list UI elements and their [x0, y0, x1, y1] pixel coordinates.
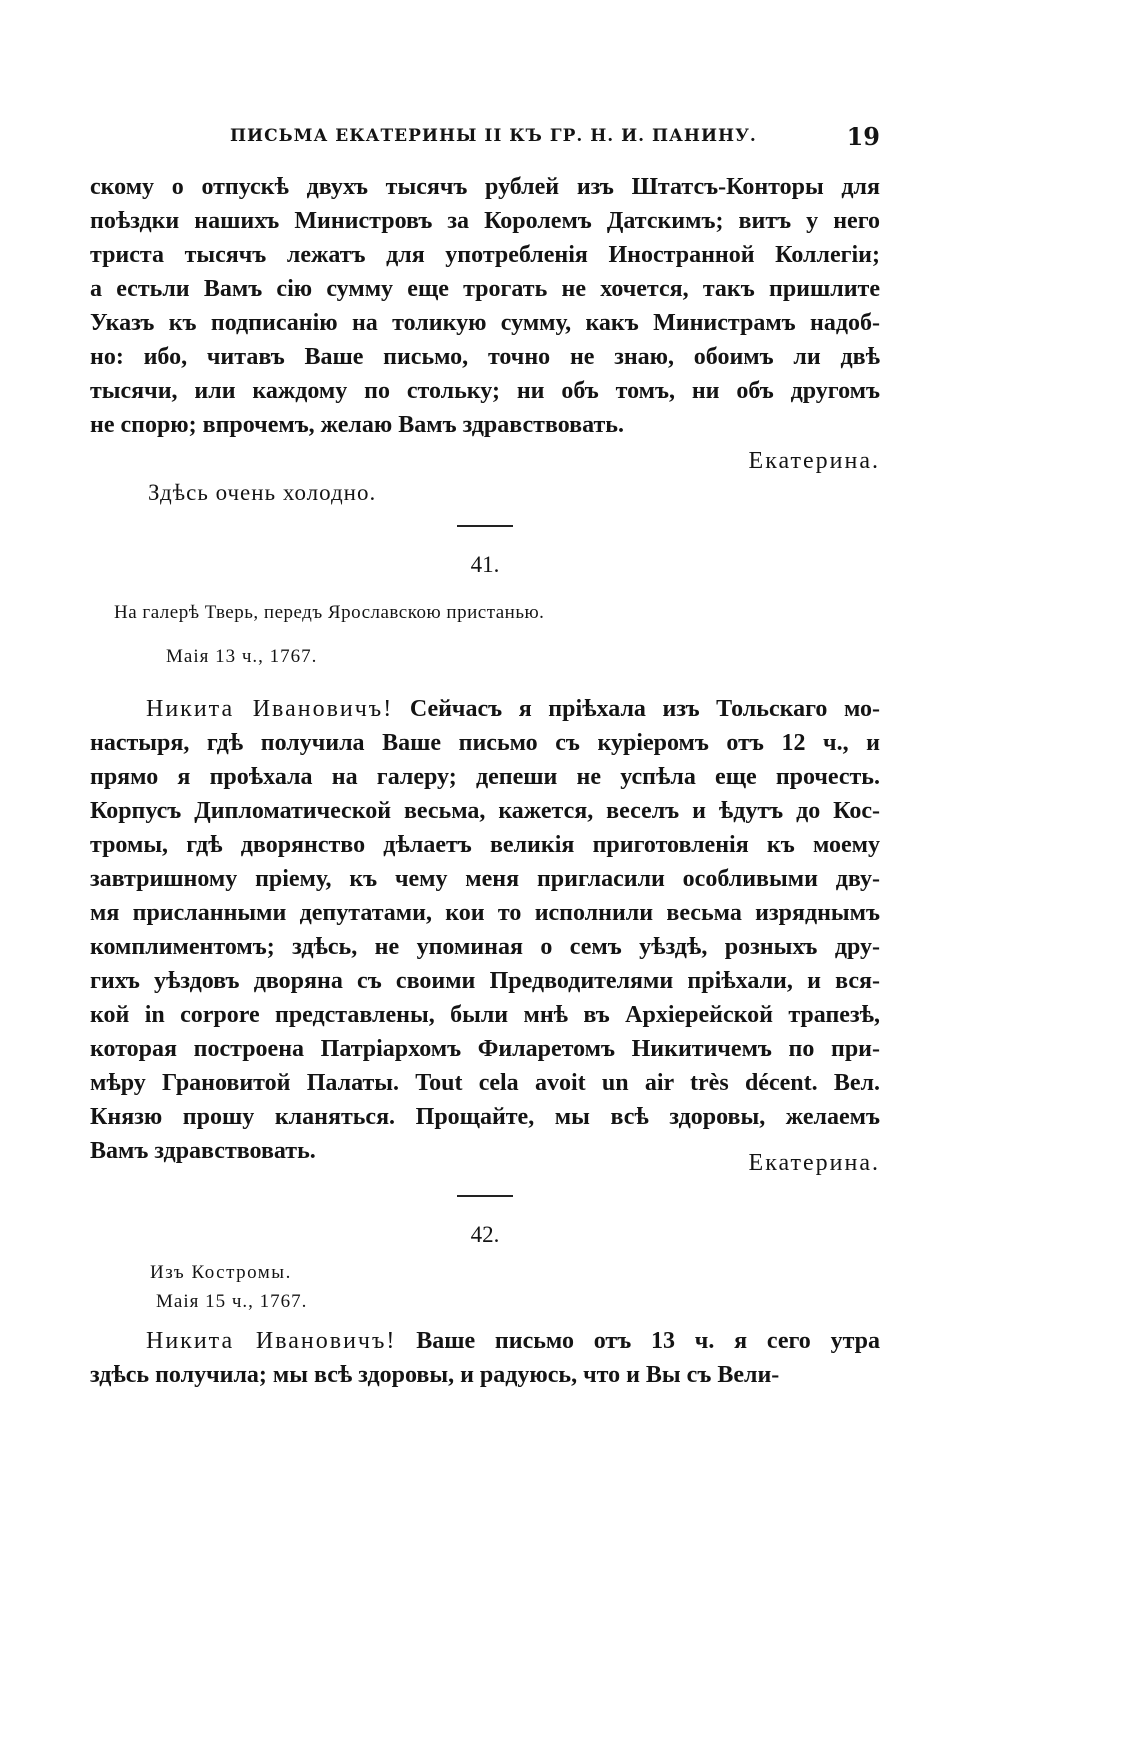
- letter-number-42: 42.: [470, 1222, 500, 1247]
- letter-number-41: 41.: [470, 552, 500, 577]
- letter-42-body: [90, 1324, 880, 1392]
- text-line: тысячи, или каждому по стольку; ни объ томъ, ни объ другомъ: [90, 378, 880, 404]
- text-line: прямо я проѣхала на галеру; депеши не успѣла еще прочесть.: [90, 764, 880, 790]
- text-line: комплиментомъ; здѣсь, не упоминая о семъ уѣздѣ, розныхъ дру-: [90, 934, 880, 960]
- text-line: поѣздки нашихъ Министровъ за Королемъ Датскимъ; витъ у него: [90, 208, 880, 234]
- text-line: скому о отпускѣ двухъ тысячъ рублей изъ Штатсъ-Конторы для: [90, 174, 880, 200]
- text-line: но: ибо, читавъ Ваше письмо, точно не знаю, обоимъ ли двѣ: [90, 344, 880, 370]
- text-line: а естьли Вамъ сію сумму еще трогать не хочется, такъ пришлите: [90, 276, 880, 302]
- text-line: мя присланными депутатами, кои то исполнили весьма изряднымъ: [90, 900, 880, 926]
- text-line: мѣру Грановитой Палаты. Tout cela avoit un air très décent. Вел.: [90, 1070, 880, 1096]
- salutation: Никита Ивановичъ!: [146, 1328, 397, 1354]
- section-rule: [457, 1195, 513, 1197]
- text-line: Указъ къ подписанію на толикую сумму, какъ Министрамъ надоб-: [90, 310, 880, 336]
- text-line: гихъ уѣздовъ дворяна съ своими Предводителями пріѣхали, и вся-: [90, 968, 880, 994]
- letter-41-place: На галерѣ Тверь, передъ Ярославскою пристанью.: [114, 602, 545, 623]
- letter-42-date: Маія 15 ч., 1767.: [156, 1291, 308, 1312]
- text-line: не спорю; впрочемъ, желаю Вамъ здравствовать.: [90, 412, 624, 438]
- letter-41-date: Маія 13 ч., 1767.: [166, 646, 318, 667]
- text-line: завтришному пріему, къ чему меня пригласили особливыми дву-: [90, 866, 880, 892]
- salutation: Никита Ивановичъ!: [146, 696, 394, 722]
- running-head: [90, 122, 880, 154]
- section-rule: [457, 525, 513, 527]
- text-line: Князю прошу кланяться. Прощайте, мы всѣ здоровы, желаемъ: [90, 1104, 880, 1130]
- text-line: триста тысячъ лежатъ для употребленія Иностранной Коллегіи;: [90, 242, 880, 268]
- first-line-text: Ваше письмо отъ 13 ч. я сего утра: [416, 1328, 880, 1354]
- postscript: Здѣсь очень холодно.: [148, 480, 377, 505]
- text-line: [90, 1324, 880, 1358]
- page-number: 19: [846, 122, 880, 151]
- text-line: тромы, гдѣ дворянство дѣлаетъ великія приготовленія къ моему: [90, 832, 880, 858]
- text-line: Корпусъ Дипломатической весьма, кажется, веселъ и ѣдутъ до Кос-: [90, 798, 880, 824]
- text-line: настыря, гдѣ получила Ваше письмо съ куріеромъ отъ 12 ч., и: [90, 730, 880, 756]
- signature-letter-40: Екатерина.: [748, 448, 880, 474]
- letter-41-body: [90, 692, 880, 1168]
- book-page: [90, 0, 880, 1764]
- text-line: которая построена Патріархомъ Филаретомъ Никитичемъ по при-: [90, 1036, 880, 1062]
- text-line: [90, 692, 880, 726]
- text-line: кой in corpore представлены, были мнѣ въ Архіерейской трапезѣ,: [90, 1002, 880, 1028]
- letter-42-place: Изъ Костромы.: [150, 1262, 292, 1283]
- text-line: здѣсь получила; мы всѣ здоровы, и радуюсь, что и Вы съ Вели-: [90, 1362, 780, 1388]
- running-title: ПИСЬМА ЕКАТЕРИНЫ II КЪ ГР. Н. И. ПАНИНУ.: [230, 126, 757, 146]
- first-line-text: Сейчасъ я пріѣхала изъ Тольскаго мо-: [409, 696, 880, 722]
- continuation-paragraph: [90, 170, 880, 442]
- text-line: Вамъ здравствовать.: [90, 1138, 316, 1164]
- signature-letter-41: Екатерина.: [748, 1150, 880, 1176]
